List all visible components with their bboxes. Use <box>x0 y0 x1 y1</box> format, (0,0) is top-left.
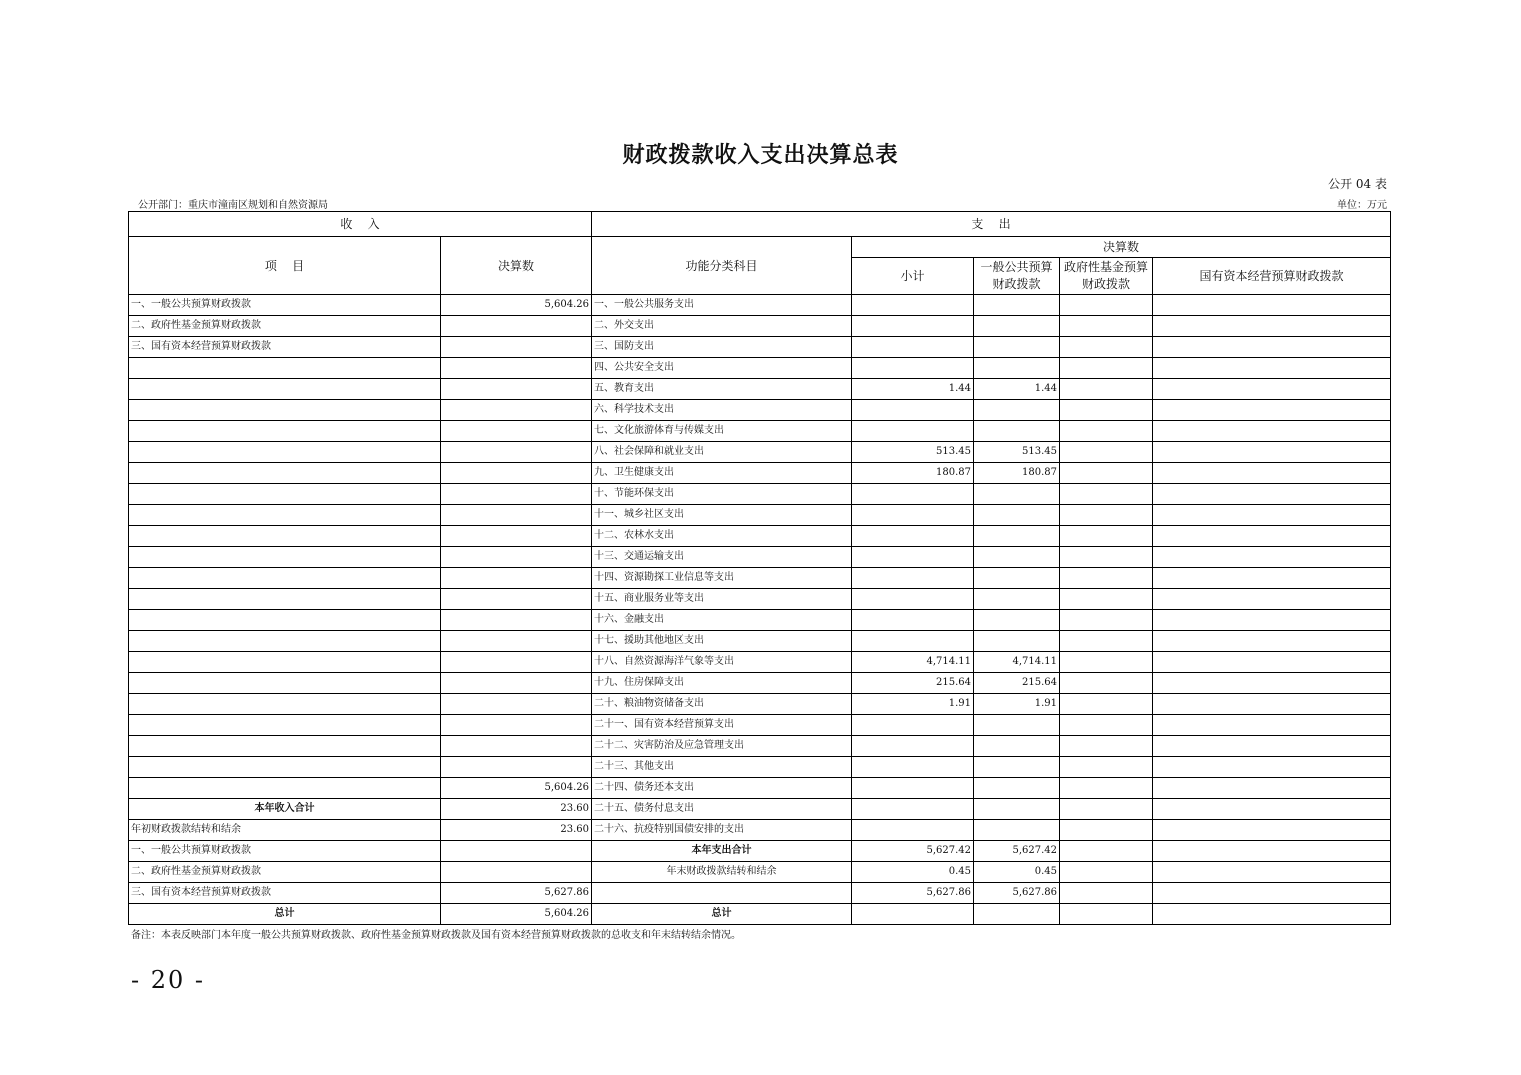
item-cell: 本年收入合计 <box>129 799 441 820</box>
soe-cell <box>1153 673 1391 694</box>
func-cell: 六、科学技术支出 <box>592 400 852 421</box>
general-cell <box>974 715 1060 736</box>
table-row <box>129 337 1391 358</box>
general-cell <box>974 778 1060 799</box>
item-cell: 三、国有资本经营预算财政拨款 <box>129 883 441 904</box>
fund-cell <box>1060 631 1153 652</box>
subtotal-cell <box>852 505 974 526</box>
table-row <box>129 568 1391 589</box>
fund-cell <box>1060 610 1153 631</box>
table-row <box>129 631 1391 652</box>
general-cell <box>974 400 1060 421</box>
item-cell <box>129 652 441 673</box>
amount-cell <box>441 463 592 484</box>
table-row <box>129 442 1391 463</box>
general-cell: 180.87 <box>974 463 1060 484</box>
func-cell: 十五、商业服务业等支出 <box>592 589 852 610</box>
amount-cell <box>441 673 592 694</box>
soe-cell <box>1153 400 1391 421</box>
soe-cell <box>1153 694 1391 715</box>
income-header: 收 入 <box>129 212 592 237</box>
item-cell <box>129 694 441 715</box>
subtotal-cell <box>852 316 974 337</box>
fund-cell <box>1060 379 1153 400</box>
table-row <box>129 526 1391 547</box>
func-cell: 二十一、国有资本经营预算支出 <box>592 715 852 736</box>
fund-cell <box>1060 673 1153 694</box>
item-cell <box>129 379 441 400</box>
fund-cell <box>1060 505 1153 526</box>
subtotal-cell <box>852 589 974 610</box>
subtotal-cell: 1.91 <box>852 694 974 715</box>
general-header: 一般公共预算财政拨款 <box>974 258 1060 295</box>
subtotal-cell <box>852 820 974 841</box>
item-cell <box>129 736 441 757</box>
item-cell <box>129 589 441 610</box>
general-cell <box>974 547 1060 568</box>
func-cell: 十六、金融支出 <box>592 610 852 631</box>
table-row <box>129 547 1391 568</box>
table-row <box>129 778 1391 799</box>
item-cell: 二、政府性基金预算财政拨款 <box>129 862 441 883</box>
fund-cell <box>1060 400 1153 421</box>
table-row <box>129 799 1391 820</box>
func-cell: 一、一般公共服务支出 <box>592 295 852 316</box>
func-cell: 二十二、灾害防治及应急管理支出 <box>592 736 852 757</box>
subtotal-cell <box>852 631 974 652</box>
table-row <box>129 862 1391 883</box>
general-cell <box>974 358 1060 379</box>
fund-cell <box>1060 463 1153 484</box>
general-cell: 0.45 <box>974 862 1060 883</box>
func-cell: 十一、城乡社区支出 <box>592 505 852 526</box>
general-cell: 513.45 <box>974 442 1060 463</box>
func-cell: 二十三、其他支出 <box>592 757 852 778</box>
soe-cell <box>1153 799 1391 820</box>
amount-cell <box>441 862 592 883</box>
amount-cell <box>441 505 592 526</box>
table-row <box>129 316 1391 337</box>
subtotal-cell <box>852 568 974 589</box>
soe-cell <box>1153 547 1391 568</box>
func-cell: 十三、交通运输支出 <box>592 547 852 568</box>
item-cell <box>129 610 441 631</box>
fund-cell <box>1060 589 1153 610</box>
item-cell <box>129 442 441 463</box>
func-cell: 三、国防支出 <box>592 337 852 358</box>
subtotal-cell: 513.45 <box>852 442 974 463</box>
general-cell: 5,627.86 <box>974 883 1060 904</box>
final-header: 决算数 <box>852 237 1391 258</box>
amount-cell <box>441 316 592 337</box>
table-row <box>129 295 1391 316</box>
department-label: 公开部门：重庆市潼南区规划和自然资源局 <box>138 200 328 211</box>
soe-cell <box>1153 526 1391 547</box>
table-row <box>129 379 1391 400</box>
budget-table <box>128 211 1391 925</box>
table-row <box>129 904 1391 925</box>
soe-cell <box>1153 421 1391 442</box>
fund-cell <box>1060 526 1153 547</box>
amount-cell: 5,604.26 <box>441 778 592 799</box>
subtotal-cell: 180.87 <box>852 463 974 484</box>
general-cell <box>974 757 1060 778</box>
soe-header: 国有资本经营预算财政拨款 <box>1153 258 1391 295</box>
amount-cell <box>441 526 592 547</box>
func-cell: 二十六、抗疫特别国债安排的支出 <box>592 820 852 841</box>
general-cell <box>974 610 1060 631</box>
soe-cell <box>1153 568 1391 589</box>
table-row <box>129 421 1391 442</box>
item-cell <box>129 778 441 799</box>
func-cell: 本年支出合计 <box>592 841 852 862</box>
subtotal-cell <box>852 610 974 631</box>
amount-cell <box>441 736 592 757</box>
fund-cell <box>1060 316 1153 337</box>
soe-cell <box>1153 358 1391 379</box>
page-title: 财政拨款收入支出决算总表 <box>622 142 899 168</box>
item-cell <box>129 568 441 589</box>
func-cell: 二十五、债务付息支出 <box>592 799 852 820</box>
subtotal-cell: 5,627.86 <box>852 883 974 904</box>
subtotal-cell <box>852 778 974 799</box>
soe-cell <box>1153 484 1391 505</box>
soe-cell <box>1153 883 1391 904</box>
general-cell <box>974 904 1060 925</box>
fund-cell <box>1060 295 1153 316</box>
general-cell: 1.44 <box>974 379 1060 400</box>
general-cell: 1.91 <box>974 694 1060 715</box>
fund-cell <box>1060 841 1153 862</box>
general-cell <box>974 421 1060 442</box>
func-cell: 四、公共安全支出 <box>592 358 852 379</box>
item-cell: 总计 <box>129 904 441 925</box>
item-cell: 一、一般公共预算财政拨款 <box>129 295 441 316</box>
func-cell: 总计 <box>592 904 852 925</box>
table-row <box>129 757 1391 778</box>
subtotal-cell <box>852 904 974 925</box>
func-cell: 年末财政拨款结转和结余 <box>592 862 852 883</box>
item-cell <box>129 715 441 736</box>
table-row <box>129 610 1391 631</box>
subtotal-cell <box>852 547 974 568</box>
fund-cell <box>1060 799 1153 820</box>
table-row <box>129 820 1391 841</box>
general-cell <box>974 820 1060 841</box>
func-cell: 十八、自然资源海洋气象等支出 <box>592 652 852 673</box>
func-cell: 二、外交支出 <box>592 316 852 337</box>
table-row <box>129 715 1391 736</box>
footnote: 备注：本表反映部门本年度一般公共预算财政拨款、政府性基金预算财政拨款及国有资本经营预算财政拨款的总收支和年末结转结余情况。 <box>131 930 741 941</box>
fund-cell <box>1060 358 1153 379</box>
subtotal-cell: 5,627.42 <box>852 841 974 862</box>
fund-cell <box>1060 421 1153 442</box>
general-cell <box>974 589 1060 610</box>
amount-cell <box>441 757 592 778</box>
soe-cell <box>1153 652 1391 673</box>
soe-cell <box>1153 631 1391 652</box>
fund-cell <box>1060 484 1153 505</box>
amount-cell <box>441 337 592 358</box>
fund-cell <box>1060 568 1153 589</box>
item-cell <box>129 358 441 379</box>
subtotal-header: 小计 <box>852 258 974 295</box>
soe-cell <box>1153 862 1391 883</box>
func-cell: 十七、援助其他地区支出 <box>592 631 852 652</box>
table-row <box>129 673 1391 694</box>
general-cell <box>974 505 1060 526</box>
table-row <box>129 484 1391 505</box>
general-cell <box>974 736 1060 757</box>
item-cell <box>129 400 441 421</box>
soe-cell <box>1153 463 1391 484</box>
soe-cell <box>1153 589 1391 610</box>
table-row <box>129 358 1391 379</box>
fund-cell <box>1060 778 1153 799</box>
amount-cell <box>441 379 592 400</box>
form-number: 公开 04 表 <box>1328 177 1387 191</box>
item-cell <box>129 463 441 484</box>
amount-cell <box>441 358 592 379</box>
fund-cell <box>1060 715 1153 736</box>
item-cell: 一、一般公共预算财政拨款 <box>129 841 441 862</box>
general-cell <box>974 316 1060 337</box>
amount-cell <box>441 547 592 568</box>
subtotal-cell <box>852 295 974 316</box>
func-header: 功能分类科目 <box>592 237 852 295</box>
item-cell <box>129 421 441 442</box>
func-cell: 二十、粮油物资储备支出 <box>592 694 852 715</box>
subtotal-cell <box>852 358 974 379</box>
fund-header: 政府性基金预算财政拨款 <box>1060 258 1153 295</box>
general-cell <box>974 526 1060 547</box>
subtotal-cell <box>852 400 974 421</box>
func-cell: 七、文化旅游体育与传媒支出 <box>592 421 852 442</box>
table-row <box>129 505 1391 526</box>
soe-cell <box>1153 736 1391 757</box>
table-row <box>129 841 1391 862</box>
soe-cell <box>1153 295 1391 316</box>
amount-cell <box>441 442 592 463</box>
soe-cell <box>1153 610 1391 631</box>
soe-cell <box>1153 379 1391 400</box>
unit-label: 单位：万元 <box>1337 200 1387 211</box>
subtotal-cell: 0.45 <box>852 862 974 883</box>
page-number: - 20 - <box>131 966 206 994</box>
subtotal-cell <box>852 484 974 505</box>
amount-cell <box>441 568 592 589</box>
fund-cell <box>1060 652 1153 673</box>
func-cell: 十四、资源勘探工业信息等支出 <box>592 568 852 589</box>
amount-cell <box>441 715 592 736</box>
item-cell <box>129 547 441 568</box>
fund-cell <box>1060 547 1153 568</box>
soe-cell <box>1153 442 1391 463</box>
amount-cell: 23.60 <box>441 799 592 820</box>
fund-cell <box>1060 337 1153 358</box>
subtotal-cell <box>852 337 974 358</box>
soe-cell <box>1153 778 1391 799</box>
fund-cell <box>1060 442 1153 463</box>
fund-cell <box>1060 694 1153 715</box>
amount-cell <box>441 841 592 862</box>
soe-cell <box>1153 904 1391 925</box>
amount-cell <box>441 631 592 652</box>
subtotal-cell <box>852 736 974 757</box>
amount-cell <box>441 694 592 715</box>
subtotal-cell <box>852 421 974 442</box>
func-cell: 十、节能环保支出 <box>592 484 852 505</box>
fund-cell <box>1060 820 1153 841</box>
func-cell: 九、卫生健康支出 <box>592 463 852 484</box>
expense-header: 支 出 <box>592 212 1391 237</box>
general-cell <box>974 295 1060 316</box>
fund-cell <box>1060 757 1153 778</box>
amount-cell <box>441 589 592 610</box>
general-cell <box>974 337 1060 358</box>
amount-cell <box>441 610 592 631</box>
func-cell: 十二、农林水支出 <box>592 526 852 547</box>
table-row <box>129 589 1391 610</box>
item-cell <box>129 526 441 547</box>
soe-cell <box>1153 715 1391 736</box>
item-cell <box>129 484 441 505</box>
general-cell: 4,714.11 <box>974 652 1060 673</box>
subtotal-cell <box>852 526 974 547</box>
amount-cell <box>441 652 592 673</box>
table-row <box>129 883 1391 904</box>
func-cell <box>592 883 852 904</box>
func-cell: 二十四、债务还本支出 <box>592 778 852 799</box>
amount-cell: 5,627.86 <box>441 883 592 904</box>
amount-cell: 5,604.26 <box>441 904 592 925</box>
soe-cell <box>1153 505 1391 526</box>
item-cell: 三、国有资本经营预算财政拨款 <box>129 337 441 358</box>
item-header: 项 目 <box>129 237 441 295</box>
general-cell <box>974 631 1060 652</box>
general-cell <box>974 484 1060 505</box>
fund-cell <box>1060 904 1153 925</box>
amount-header: 决算数 <box>441 237 592 295</box>
subtotal-cell: 4,714.11 <box>852 652 974 673</box>
fund-cell <box>1060 883 1153 904</box>
general-cell <box>974 799 1060 820</box>
general-cell: 5,627.42 <box>974 841 1060 862</box>
item-cell <box>129 757 441 778</box>
subtotal-cell <box>852 799 974 820</box>
soe-cell <box>1153 316 1391 337</box>
fund-cell <box>1060 736 1153 757</box>
soe-cell <box>1153 337 1391 358</box>
subtotal-cell <box>852 715 974 736</box>
soe-cell <box>1153 757 1391 778</box>
soe-cell <box>1153 841 1391 862</box>
item-cell <box>129 631 441 652</box>
soe-cell <box>1153 820 1391 841</box>
fund-cell <box>1060 862 1153 883</box>
subtotal-cell: 215.64 <box>852 673 974 694</box>
amount-cell: 23.60 <box>441 820 592 841</box>
table-row <box>129 736 1391 757</box>
table-row <box>129 694 1391 715</box>
general-cell <box>974 568 1060 589</box>
table-row <box>129 652 1391 673</box>
amount-cell: 5,604.26 <box>441 295 592 316</box>
func-cell: 八、社会保障和就业支出 <box>592 442 852 463</box>
subtotal-cell: 1.44 <box>852 379 974 400</box>
subtotal-cell <box>852 757 974 778</box>
amount-cell <box>441 421 592 442</box>
func-cell: 五、教育支出 <box>592 379 852 400</box>
item-cell <box>129 505 441 526</box>
table-row <box>129 400 1391 421</box>
amount-cell <box>441 400 592 421</box>
item-cell <box>129 673 441 694</box>
general-cell: 215.64 <box>974 673 1060 694</box>
amount-cell <box>441 484 592 505</box>
table-row <box>129 463 1391 484</box>
func-cell: 十九、住房保障支出 <box>592 673 852 694</box>
item-cell: 二、政府性基金预算财政拨款 <box>129 316 441 337</box>
item-cell: 年初财政拨款结转和结余 <box>129 820 441 841</box>
